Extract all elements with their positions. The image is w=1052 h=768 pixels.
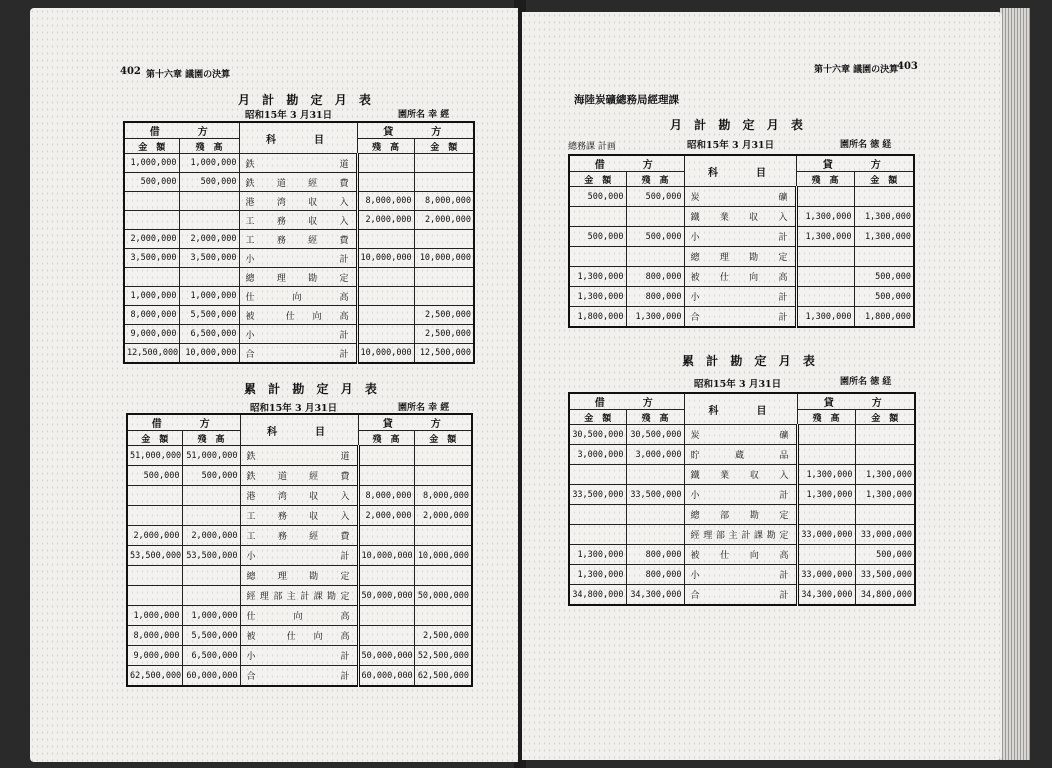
page-number: 402: [120, 66, 141, 77]
account-item: 仕 向 高: [240, 606, 358, 626]
table-row: [124, 154, 474, 173]
debit-balance: [179, 211, 239, 230]
debit-amount: 51,000,000: [127, 446, 182, 466]
credit-amount-header: 金 額: [854, 172, 914, 187]
credit-amount: [414, 268, 474, 287]
table-row: [127, 466, 472, 486]
debit-balance: 500,000: [626, 227, 684, 247]
account-item: 仕 向 高: [239, 287, 357, 306]
debit-balance: 3,000,000: [626, 445, 684, 465]
debit-balance: [182, 506, 240, 526]
credit-balance: 34,300,000: [797, 585, 855, 606]
debit-amount-header: 金 額: [127, 431, 182, 446]
table-header-row: [569, 155, 914, 172]
credit-balance-header: 殘 高: [358, 431, 414, 446]
credit-header: 貸 方: [357, 122, 474, 139]
debit-amount: 30,500,000: [569, 425, 626, 445]
debit-amount: [569, 465, 626, 485]
debit-balance: 800,000: [626, 267, 684, 287]
debit-amount: 3,000,000: [569, 445, 626, 465]
chapter-header: 第十六章 議園の決算: [146, 70, 231, 80]
credit-amount: [414, 230, 474, 249]
account-item: 鉄 道 經 費: [239, 173, 357, 192]
account-item: 鉄 道 經 費: [240, 466, 358, 486]
debit-balance: 2,000,000: [182, 526, 240, 546]
credit-balance: 1,300,000: [796, 227, 854, 247]
credit-balance: 10,000,000: [357, 249, 414, 268]
monthly-table-title: 月 計 勘 定 月 表: [670, 118, 807, 132]
credit-balance: 1,300,000: [797, 485, 855, 505]
credit-balance: 10,000,000: [357, 344, 414, 364]
account-item: 合 計: [240, 666, 358, 687]
credit-amount: [854, 187, 914, 207]
table-row: [127, 586, 472, 606]
table-row: [127, 646, 472, 666]
account-item: 小 計: [684, 485, 797, 505]
debit-amount: 3,500,000: [124, 249, 179, 268]
credit-balance: [358, 566, 414, 586]
account-item: 工 務 經 費: [240, 526, 358, 546]
account-item: 工 務 収 入: [239, 211, 357, 230]
credit-header: 貸 方: [796, 155, 914, 172]
debit-header: 借 方: [569, 393, 684, 410]
debit-amount-header: 金 額: [569, 410, 626, 425]
debit-header: 借 方: [569, 155, 684, 172]
account-item: 總 理 勘 定: [240, 566, 358, 586]
table-row: [569, 207, 914, 227]
credit-amount: 33,000,000: [855, 525, 915, 545]
table-row: [569, 227, 914, 247]
account-item: 港 湾 収 入: [240, 486, 358, 506]
debit-balance: [626, 247, 684, 267]
credit-balance: [358, 446, 414, 466]
debit-amount: 62,500,000: [127, 666, 182, 687]
debit-balance: 6,500,000: [182, 646, 240, 666]
page-edges: [1000, 8, 1030, 760]
account-item: 小 計: [684, 227, 796, 247]
credit-amount: [414, 526, 472, 546]
debit-amount: 500,000: [124, 173, 179, 192]
table-row: [127, 486, 472, 506]
debit-balance-header: 殘 高: [626, 172, 684, 187]
table-header-row: [124, 122, 474, 139]
debit-balance: 500,000: [179, 173, 239, 192]
debit-balance: [179, 192, 239, 211]
debit-amount: 1,300,000: [569, 545, 626, 565]
credit-amount: 12,500,000: [414, 344, 474, 364]
debit-amount: 9,000,000: [127, 646, 182, 666]
credit-balance: [358, 626, 414, 646]
account-item: 小 計: [240, 546, 358, 566]
debit-amount: 2,000,000: [127, 526, 182, 546]
credit-balance: [358, 466, 414, 486]
credit-amount: 52,500,000: [414, 646, 472, 666]
debit-amount: [569, 525, 626, 545]
credit-balance: 50,000,000: [358, 646, 414, 666]
debit-balance: [182, 586, 240, 606]
credit-amount: 1,300,000: [855, 485, 915, 505]
table-row: [124, 249, 474, 268]
credit-balance: [358, 526, 414, 546]
credit-balance: 2,000,000: [358, 506, 414, 526]
account-item: 經理部主計課勘定: [240, 586, 358, 606]
debit-balance: 800,000: [626, 287, 684, 307]
cumulative-table-title: 累 計 勘 定 月 表: [682, 354, 819, 368]
debit-amount: 500,000: [569, 187, 626, 207]
debit-amount: [127, 586, 182, 606]
credit-balance: 8,000,000: [357, 192, 414, 211]
debit-balance: 10,000,000: [179, 344, 239, 364]
credit-amount: [855, 425, 915, 445]
table-header-row: [127, 414, 472, 431]
debit-amount: 9,000,000: [124, 325, 179, 344]
debit-amount: [569, 505, 626, 525]
credit-balance: [357, 325, 414, 344]
credit-amount: 2,500,000: [414, 626, 472, 646]
table-row: [569, 465, 915, 485]
account-item: 小 計: [240, 646, 358, 666]
credit-balance: [357, 287, 414, 306]
credit-balance: 33,000,000: [797, 525, 855, 545]
credit-amount: 8,000,000: [414, 486, 472, 506]
table-row: [569, 485, 915, 505]
credit-amount: 10,000,000: [414, 249, 474, 268]
debit-balance: [626, 505, 684, 525]
table-row: [127, 526, 472, 546]
table-row: [124, 287, 474, 306]
account-header: 科 目: [240, 414, 358, 446]
debit-amount: [124, 211, 179, 230]
monthly-office: 園所名 幸 經: [398, 110, 450, 120]
table-row: [124, 306, 474, 325]
cumulative-table-title: 累 計 勘 定 月 表: [244, 382, 381, 396]
credit-amount: [855, 505, 915, 525]
credit-balance: [357, 306, 414, 325]
account-item: 鐵 業 収 入: [684, 465, 797, 485]
debit-amount: [127, 506, 182, 526]
account-item: 小 計: [239, 325, 357, 344]
credit-header: 貸 方: [358, 414, 472, 431]
debit-balance: 2,000,000: [179, 230, 239, 249]
account-item: 經理部主計課勘定: [684, 525, 797, 545]
debit-balance: 1,000,000: [179, 154, 239, 173]
table-row: [124, 192, 474, 211]
debit-balance: [182, 566, 240, 586]
credit-header: 貸 方: [797, 393, 915, 410]
debit-amount: [124, 268, 179, 287]
table-header-row: [569, 393, 915, 410]
account-item: 鉄 道: [240, 446, 358, 466]
account-item: 炭 礦: [684, 425, 797, 445]
credit-amount: 33,500,000: [855, 565, 915, 585]
credit-amount: 500,000: [854, 287, 914, 307]
table-row: [569, 425, 915, 445]
debit-amount: 1,000,000: [124, 154, 179, 173]
account-header: 科 目: [239, 122, 357, 154]
credit-amount: 62,500,000: [414, 666, 472, 687]
monthly-ledger-table: [123, 121, 475, 364]
debit-amount: [127, 486, 182, 506]
debit-balance: 1,000,000: [182, 606, 240, 626]
debit-amount: 53,500,000: [127, 546, 182, 566]
monthly-unit: 總務課 計画: [568, 142, 616, 152]
credit-amount: 1,300,000: [854, 207, 914, 227]
credit-amount: [414, 154, 474, 173]
account-item: 合 計: [239, 344, 357, 364]
debit-balance: 3,500,000: [179, 249, 239, 268]
debit-balance: [179, 268, 239, 287]
debit-header: 借 方: [127, 414, 240, 431]
account-item: 被 仕 向 高: [240, 626, 358, 646]
credit-balance: 1,300,000: [796, 307, 854, 328]
credit-balance: [796, 267, 854, 287]
table-row: [569, 545, 915, 565]
cumulative-table-date: 昭和15年 3 月31日: [250, 403, 338, 414]
debit-balance: 800,000: [626, 565, 684, 585]
debit-amount: 1,300,000: [569, 267, 626, 287]
table-row: [127, 546, 472, 566]
debit-amount: 1,000,000: [127, 606, 182, 626]
credit-amount: [414, 606, 472, 626]
table-row: [569, 565, 915, 585]
credit-amount: [414, 287, 474, 306]
credit-amount: 2,500,000: [414, 306, 474, 325]
credit-amount: 2,000,000: [414, 211, 474, 230]
account-item: 貯 蔵 品: [684, 445, 797, 465]
credit-amount: 1,300,000: [855, 465, 915, 485]
credit-amount: [414, 446, 472, 466]
credit-balance: 1,300,000: [797, 465, 855, 485]
page-number: 403: [897, 61, 918, 72]
monthly-table-title: 月 計 勘 定 月 表: [238, 93, 375, 107]
credit-balance: 8,000,000: [358, 486, 414, 506]
debit-header: 借 方: [124, 122, 239, 139]
account-item: 合 計: [684, 307, 796, 328]
monthly-ledger-table: [568, 154, 915, 328]
table-row: [124, 325, 474, 344]
table-row: [569, 505, 915, 525]
debit-balance: 5,500,000: [182, 626, 240, 646]
table-row: [569, 287, 914, 307]
debit-amount: 1,000,000: [124, 287, 179, 306]
debit-balance-header: 殘 高: [182, 431, 240, 446]
account-item: 被 仕 向 高: [239, 306, 357, 325]
credit-balance-header: 殘 高: [796, 172, 854, 187]
table-row: [124, 344, 474, 364]
credit-amount: 2,500,000: [414, 325, 474, 344]
credit-amount-header: 金 額: [414, 431, 472, 446]
table-row: [124, 230, 474, 249]
account-item: 炭 礦: [684, 187, 796, 207]
account-item: 總 理 勘 定: [684, 247, 796, 267]
credit-balance: [357, 268, 414, 287]
debit-amount: [127, 566, 182, 586]
credit-amount: 50,000,000: [414, 586, 472, 606]
department-name: 海陸炭礦總務局經理課: [574, 94, 679, 106]
table-row: [127, 666, 472, 687]
debit-balance-header: 殘 高: [626, 410, 684, 425]
debit-amount: 8,000,000: [127, 626, 182, 646]
debit-balance: 34,300,000: [626, 585, 684, 606]
account-header: 科 目: [684, 155, 796, 187]
debit-amount: [124, 192, 179, 211]
table-row: [124, 173, 474, 192]
credit-balance: [796, 187, 854, 207]
table-row: [124, 211, 474, 230]
debit-balance: 5,500,000: [179, 306, 239, 325]
account-header: 科 目: [684, 393, 797, 425]
debit-amount: 500,000: [127, 466, 182, 486]
cumulative-ledger-table: [126, 413, 473, 687]
debit-amount: 34,800,000: [569, 585, 626, 606]
debit-amount: 33,500,000: [569, 485, 626, 505]
credit-amount: [854, 247, 914, 267]
credit-amount: [414, 566, 472, 586]
credit-balance: 2,000,000: [357, 211, 414, 230]
table-row: [569, 445, 915, 465]
table-row: [569, 267, 914, 287]
table-row: [569, 307, 914, 328]
credit-balance: 33,000,000: [797, 565, 855, 585]
debit-amount: 8,000,000: [124, 306, 179, 325]
table-row: [569, 187, 914, 207]
credit-balance: 10,000,000: [358, 546, 414, 566]
credit-amount: 10,000,000: [414, 546, 472, 566]
monthly-table-date: 昭和15年 3 月31日: [245, 110, 333, 121]
credit-amount: 8,000,000: [414, 192, 474, 211]
table-row: [569, 585, 915, 606]
debit-balance: 500,000: [182, 466, 240, 486]
account-item: 工 務 収 入: [240, 506, 358, 526]
monthly-office: 園所名 徳 経: [840, 140, 892, 150]
credit-amount: 2,000,000: [414, 506, 472, 526]
right-page: [522, 12, 1002, 760]
credit-balance: [797, 505, 855, 525]
left-page: [30, 8, 518, 762]
account-item: 工 務 經 費: [239, 230, 357, 249]
account-item: 被 仕 向 高: [684, 267, 796, 287]
account-item: 總 理 勘 定: [239, 268, 357, 287]
debit-balance: 53,500,000: [182, 546, 240, 566]
debit-amount: 500,000: [569, 227, 626, 247]
credit-balance: 50,000,000: [358, 586, 414, 606]
debit-amount-header: 金 額: [569, 172, 626, 187]
account-item: 小 計: [684, 565, 797, 585]
debit-balance: 30,500,000: [626, 425, 684, 445]
table-row: [127, 506, 472, 526]
debit-amount: [569, 247, 626, 267]
credit-balance: 60,000,000: [358, 666, 414, 687]
debit-balance: 6,500,000: [179, 325, 239, 344]
cumulative-office: 園所名 幸 經: [398, 403, 450, 413]
cumulative-ledger-table: [568, 392, 916, 606]
chapter-header: 第十六章 議園の決算: [814, 65, 899, 75]
credit-amount: 1,300,000: [854, 227, 914, 247]
credit-balance-header: 殘 高: [357, 139, 414, 154]
account-item: 小 計: [239, 249, 357, 268]
table-row: [569, 525, 915, 545]
credit-amount: 500,000: [855, 545, 915, 565]
credit-balance: [796, 247, 854, 267]
debit-balance: 1,300,000: [626, 307, 684, 328]
debit-balance: [626, 207, 684, 227]
credit-balance: [357, 154, 414, 173]
debit-balance: 60,000,000: [182, 666, 240, 687]
debit-balance: [626, 465, 684, 485]
cumulative-table-date: 昭和15年 3 月31日: [694, 379, 782, 390]
table-row: [127, 566, 472, 586]
credit-balance: [358, 606, 414, 626]
debit-balance-header: 殘 高: [179, 139, 239, 154]
debit-balance: 51,000,000: [182, 446, 240, 466]
table-row: [127, 606, 472, 626]
account-item: 港 湾 収 入: [239, 192, 357, 211]
credit-amount: 34,800,000: [855, 585, 915, 606]
debit-balance: 800,000: [626, 545, 684, 565]
account-item: 被 仕 向 高: [684, 545, 797, 565]
table-row: [569, 247, 914, 267]
credit-amount: [414, 173, 474, 192]
credit-amount: 500,000: [854, 267, 914, 287]
debit-amount: 1,300,000: [569, 565, 626, 585]
debit-amount: 1,300,000: [569, 287, 626, 307]
credit-amount: [414, 466, 472, 486]
credit-balance: [796, 287, 854, 307]
credit-balance: [797, 425, 855, 445]
cumulative-office: 園所名 徳 経: [840, 377, 892, 387]
debit-balance: 1,000,000: [179, 287, 239, 306]
debit-amount: 1,800,000: [569, 307, 626, 328]
credit-balance: [357, 173, 414, 192]
account-item: 小 計: [684, 287, 796, 307]
account-item: 合 計: [684, 585, 797, 606]
debit-amount-header: 金 額: [124, 139, 179, 154]
debit-balance: [182, 486, 240, 506]
credit-amount: [855, 445, 915, 465]
credit-amount-header: 金 額: [855, 410, 915, 425]
account-item: 鉄 道: [239, 154, 357, 173]
monthly-table-date: 昭和15年 3 月31日: [687, 140, 775, 151]
credit-amount: 1,800,000: [854, 307, 914, 328]
debit-balance: [626, 525, 684, 545]
credit-balance: [357, 230, 414, 249]
credit-balance: [797, 545, 855, 565]
debit-amount: [569, 207, 626, 227]
credit-amount-header: 金 額: [414, 139, 474, 154]
credit-balance-header: 殘 高: [797, 410, 855, 425]
credit-balance: 1,300,000: [796, 207, 854, 227]
account-item: 鐵 業 収 入: [684, 207, 796, 227]
table-row: [127, 626, 472, 646]
credit-balance: [797, 445, 855, 465]
debit-amount: 12,500,000: [124, 344, 179, 364]
debit-balance: 33,500,000: [626, 485, 684, 505]
debit-balance: 500,000: [626, 187, 684, 207]
account-item: 總 部 勘 定: [684, 505, 797, 525]
table-row: [124, 268, 474, 287]
debit-amount: 2,000,000: [124, 230, 179, 249]
table-row: [127, 446, 472, 466]
